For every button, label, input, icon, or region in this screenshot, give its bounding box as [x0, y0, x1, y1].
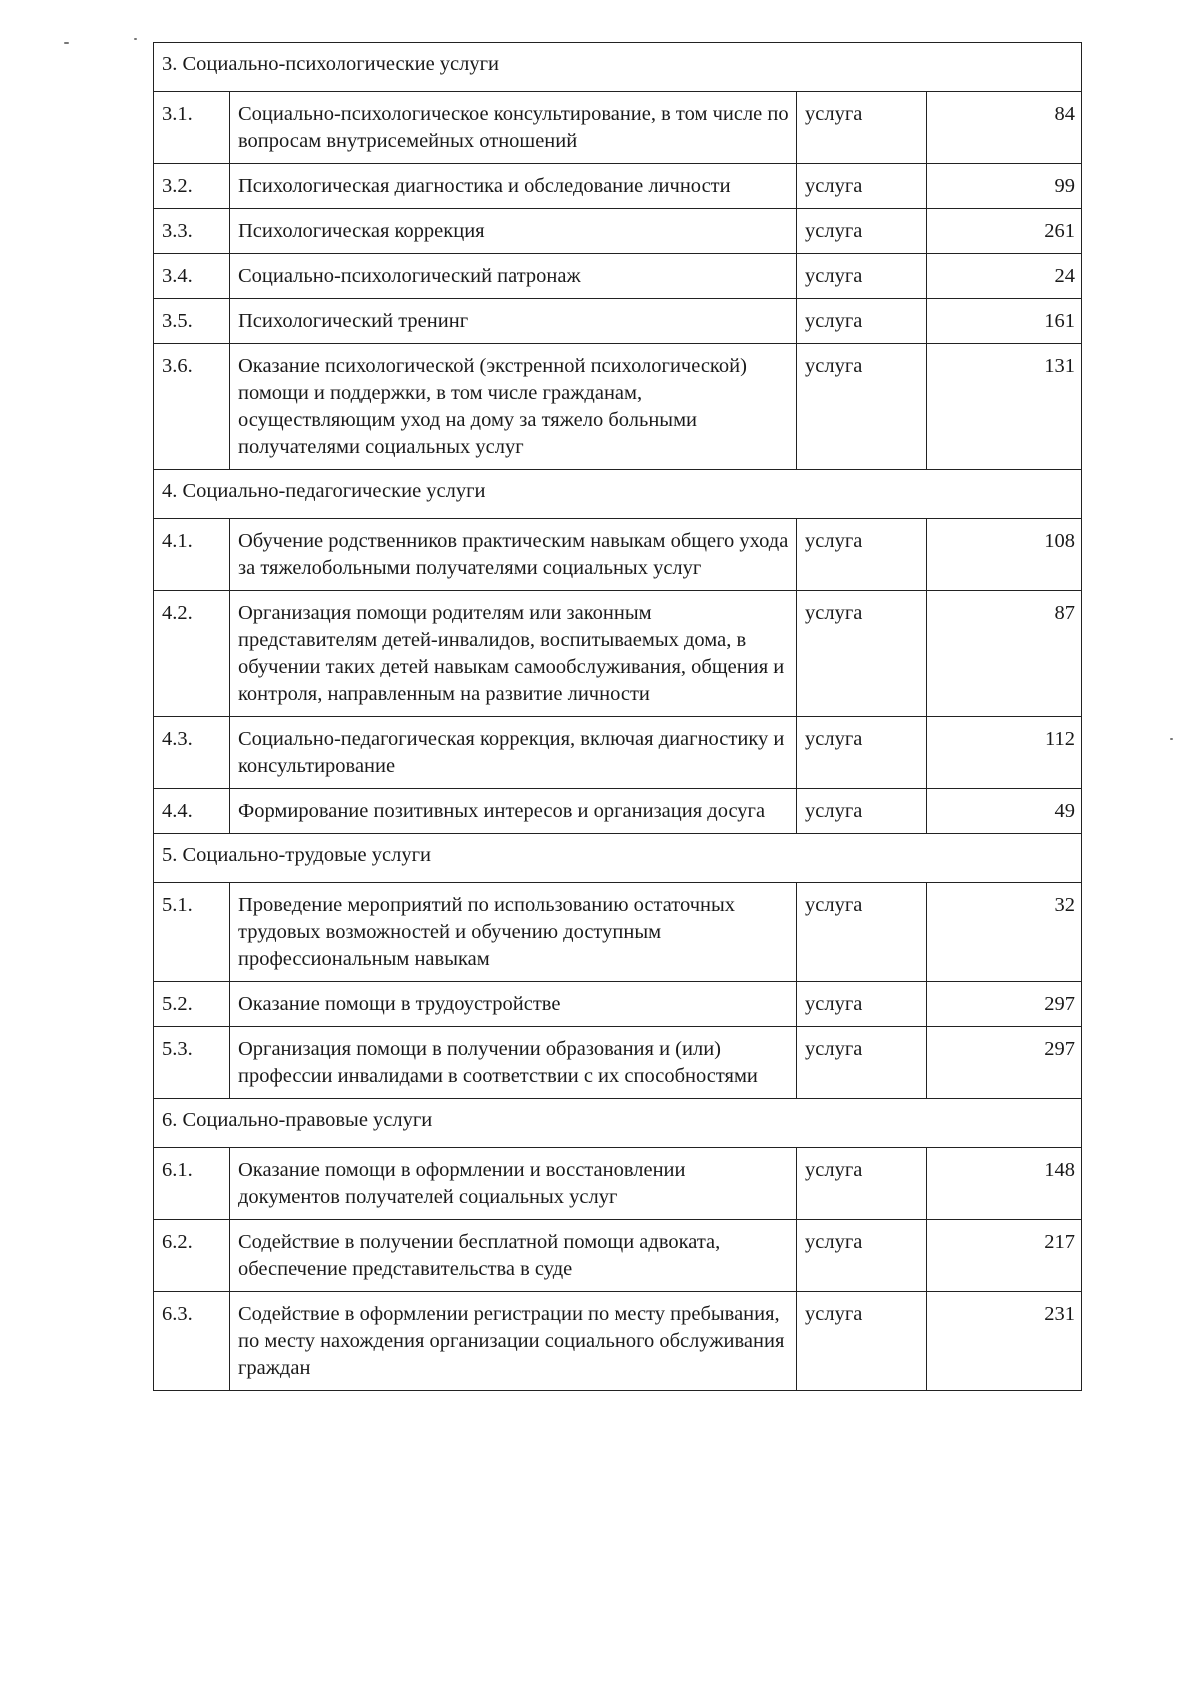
service-name: Оказание помощи в оформлении и восстановлении документов получателей социальных услуг [230, 1148, 797, 1220]
services-table-body [154, 43, 1082, 1391]
service-quantity: 108 [927, 519, 1082, 591]
table-row [154, 982, 1082, 1027]
unit-of-measure: услуга [797, 1027, 927, 1099]
service-quantity: 112 [927, 717, 1082, 789]
service-quantity: 297 [927, 982, 1082, 1027]
item-number: 6.3. [154, 1292, 230, 1391]
service-name: Социально-педагогическая коррекция, включая диагностику и консультирование [230, 717, 797, 789]
section-header-row [154, 1099, 1082, 1148]
item-number: 4.2. [154, 591, 230, 717]
service-quantity: 161 [927, 299, 1082, 344]
scan-speck [64, 42, 69, 44]
table-row [154, 1292, 1082, 1391]
section-header-row [154, 43, 1082, 92]
table-row [154, 1148, 1082, 1220]
table-row [154, 591, 1082, 717]
scan-speck [1170, 738, 1173, 740]
service-quantity: 131 [927, 344, 1082, 470]
section-title: 6. Социально-правовые услуги [154, 1099, 1082, 1148]
table-row [154, 209, 1082, 254]
service-name: Организация помощи в получении образования и (или) профессии инвалидами в соответствии с их способностями [230, 1027, 797, 1099]
table-row [154, 299, 1082, 344]
unit-of-measure: услуга [797, 299, 927, 344]
unit-of-measure: услуга [797, 254, 927, 299]
item-number: 3.6. [154, 344, 230, 470]
unit-of-measure: услуга [797, 883, 927, 982]
service-quantity: 87 [927, 591, 1082, 717]
unit-of-measure: услуга [797, 982, 927, 1027]
table-row [154, 883, 1082, 982]
item-number: 3.2. [154, 164, 230, 209]
service-name: Обучение родственников практическим навыкам общего ухода за тяжелобольными получателями социальных услуг [230, 519, 797, 591]
service-quantity: 217 [927, 1220, 1082, 1292]
item-number: 4.3. [154, 717, 230, 789]
service-quantity: 231 [927, 1292, 1082, 1391]
unit-of-measure: услуга [797, 92, 927, 164]
item-number: 3.1. [154, 92, 230, 164]
table-row [154, 519, 1082, 591]
service-name: Организация помощи родителям или законным представителям детей-инвалидов, воспитываемых дома, в обучении таких детей навыкам самообслуживания, общения и контроля, направленным на развитие личности [230, 591, 797, 717]
unit-of-measure: услуга [797, 591, 927, 717]
service-name: Оказание психологической (экстренной психологической) помощи и поддержки, в том числе гражданам, осуществляющим уход на дому за тяжело больными получателями социальных услуг [230, 344, 797, 470]
section-title: 4. Социально-педагогические услуги [154, 470, 1082, 519]
item-number: 4.1. [154, 519, 230, 591]
service-name: Социально-психологическое консультирование, в том числе по вопросам внутрисемейных отношений [230, 92, 797, 164]
section-header-row [154, 834, 1082, 883]
item-number: 5.3. [154, 1027, 230, 1099]
item-number: 3.3. [154, 209, 230, 254]
table-row [154, 344, 1082, 470]
service-name: Проведение мероприятий по использованию остаточных трудовых возможностей и обучению доступным профессиональным навыкам [230, 883, 797, 982]
section-header-row [154, 470, 1082, 519]
table-row [154, 1027, 1082, 1099]
table-row [154, 164, 1082, 209]
unit-of-measure: услуга [797, 164, 927, 209]
item-number: 4.4. [154, 789, 230, 834]
item-number: 5.1. [154, 883, 230, 982]
item-number: 5.2. [154, 982, 230, 1027]
unit-of-measure: услуга [797, 519, 927, 591]
section-title: 5. Социально-трудовые услуги [154, 834, 1082, 883]
service-name: Содействие в получении бесплатной помощи адвоката, обеспечение представительства в суде [230, 1220, 797, 1292]
service-quantity: 32 [927, 883, 1082, 982]
unit-of-measure: услуга [797, 789, 927, 834]
scan-speck [134, 38, 137, 40]
service-quantity: 99 [927, 164, 1082, 209]
service-quantity: 261 [927, 209, 1082, 254]
service-name: Психологическая коррекция [230, 209, 797, 254]
service-quantity: 297 [927, 1027, 1082, 1099]
service-quantity: 49 [927, 789, 1082, 834]
service-name: Содействие в оформлении регистрации по месту пребывания, по месту нахождения организации социального обслуживания граждан [230, 1292, 797, 1391]
service-quantity: 148 [927, 1148, 1082, 1220]
section-title: 3. Социально-психологические услуги [154, 43, 1082, 92]
service-name: Формирование позитивных интересов и организация досуга [230, 789, 797, 834]
service-quantity: 24 [927, 254, 1082, 299]
service-name: Психологический тренинг [230, 299, 797, 344]
item-number: 6.2. [154, 1220, 230, 1292]
unit-of-measure: услуга [797, 344, 927, 470]
table-row [154, 92, 1082, 164]
item-number: 6.1. [154, 1148, 230, 1220]
table-row [154, 254, 1082, 299]
unit-of-measure: услуга [797, 1292, 927, 1391]
unit-of-measure: услуга [797, 1220, 927, 1292]
item-number: 3.4. [154, 254, 230, 299]
table-row [154, 789, 1082, 834]
service-quantity: 84 [927, 92, 1082, 164]
unit-of-measure: услуга [797, 209, 927, 254]
table-row [154, 1220, 1082, 1292]
item-number: 3.5. [154, 299, 230, 344]
service-name: Психологическая диагностика и обследование личности [230, 164, 797, 209]
unit-of-measure: услуга [797, 1148, 927, 1220]
services-table [153, 42, 1082, 1391]
unit-of-measure: услуга [797, 717, 927, 789]
service-name: Социально-психологический патронаж [230, 254, 797, 299]
table-row [154, 717, 1082, 789]
service-name: Оказание помощи в трудоустройстве [230, 982, 797, 1027]
